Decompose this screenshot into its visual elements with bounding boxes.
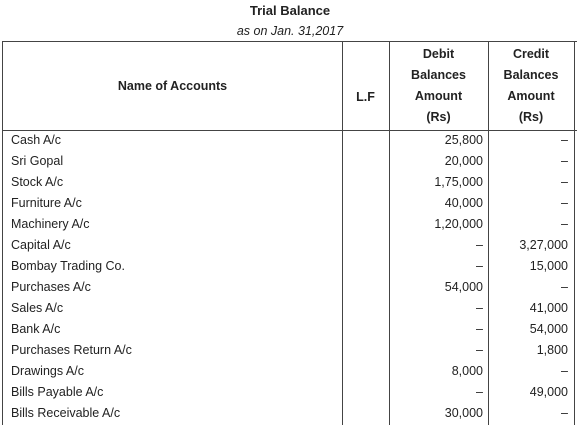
account-name: Capital A/c	[11, 238, 71, 252]
debit-amount: 8,000	[451, 364, 483, 378]
credit-amount: –	[561, 154, 568, 168]
table-row	[3, 298, 578, 319]
table-row	[3, 214, 578, 235]
credit-amount: 41,000	[529, 301, 568, 315]
debit-amount: 20,000	[444, 154, 483, 168]
debit-amount: 54,000	[444, 280, 483, 294]
account-name: Machinery A/c	[11, 217, 90, 231]
header-credit: Credit Balances Amount (Rs)	[503, 47, 559, 124]
page-title: Trial Balance	[249, 3, 331, 18]
credit-amount: –	[561, 364, 568, 378]
table-row	[3, 151, 578, 172]
credit-amount: –	[561, 280, 568, 294]
account-name: Stock A/c	[11, 175, 64, 189]
account-name: Sales A/c	[11, 301, 64, 315]
account-name: Bank A/c	[11, 322, 61, 336]
account-name: Bills Payable A/c	[11, 385, 104, 399]
credit-amount: 1,800	[536, 343, 568, 357]
debit-amount: 1,20,000	[434, 217, 483, 231]
header-name-of-accounts: Name of Accounts	[117, 79, 228, 93]
table-row	[3, 319, 578, 340]
credit-amount: –	[561, 133, 568, 147]
table-row	[3, 277, 578, 298]
debit-amount: –	[476, 385, 483, 399]
debit-amount: –	[476, 301, 483, 315]
debit-amount: 40,000	[444, 196, 483, 210]
account-name: Sri Gopal	[11, 154, 64, 168]
credit-amount: –	[561, 196, 568, 210]
debit-amount: –	[476, 259, 483, 273]
table-row	[3, 340, 578, 361]
table-row	[3, 235, 578, 256]
credit-amount: 15,000	[529, 259, 568, 273]
account-name: Bills Receivable A/c	[11, 406, 121, 420]
debit-amount: –	[476, 343, 483, 357]
debit-amount: 25,800	[444, 133, 483, 147]
credit-amount: –	[561, 217, 568, 231]
credit-amount: –	[561, 406, 568, 420]
account-name: Furniture A/c	[11, 196, 82, 210]
account-name: Purchases Return A/c	[11, 343, 132, 357]
debit-amount: –	[476, 238, 483, 252]
debit-amount: –	[476, 322, 483, 336]
credit-amount: –	[561, 175, 568, 189]
debit-amount: 30,000	[444, 406, 483, 420]
table-row	[3, 382, 578, 403]
table-row	[3, 172, 578, 193]
credit-amount: 49,000	[529, 385, 568, 399]
debit-amount: 1,75,000	[434, 175, 483, 189]
credit-amount: 54,000	[529, 322, 568, 336]
account-name: Cash A/c	[11, 133, 62, 147]
trial-balance-table	[2, 41, 577, 425]
table-row	[3, 256, 578, 277]
account-name: Bombay Trading Co.	[11, 259, 125, 273]
credit-amount: 3,27,000	[519, 238, 568, 252]
account-name: Purchases A/c	[11, 280, 91, 294]
table-row	[3, 361, 578, 382]
header-lf: L.F	[356, 90, 375, 104]
page-subtitle: as on Jan. 31,2017	[236, 24, 344, 38]
table-row	[3, 193, 578, 214]
table-row	[3, 130, 578, 151]
header-debit: Debit Balances Amount (Rs)	[411, 47, 466, 124]
account-name: Drawings A/c	[11, 364, 84, 378]
table-row	[3, 403, 578, 424]
